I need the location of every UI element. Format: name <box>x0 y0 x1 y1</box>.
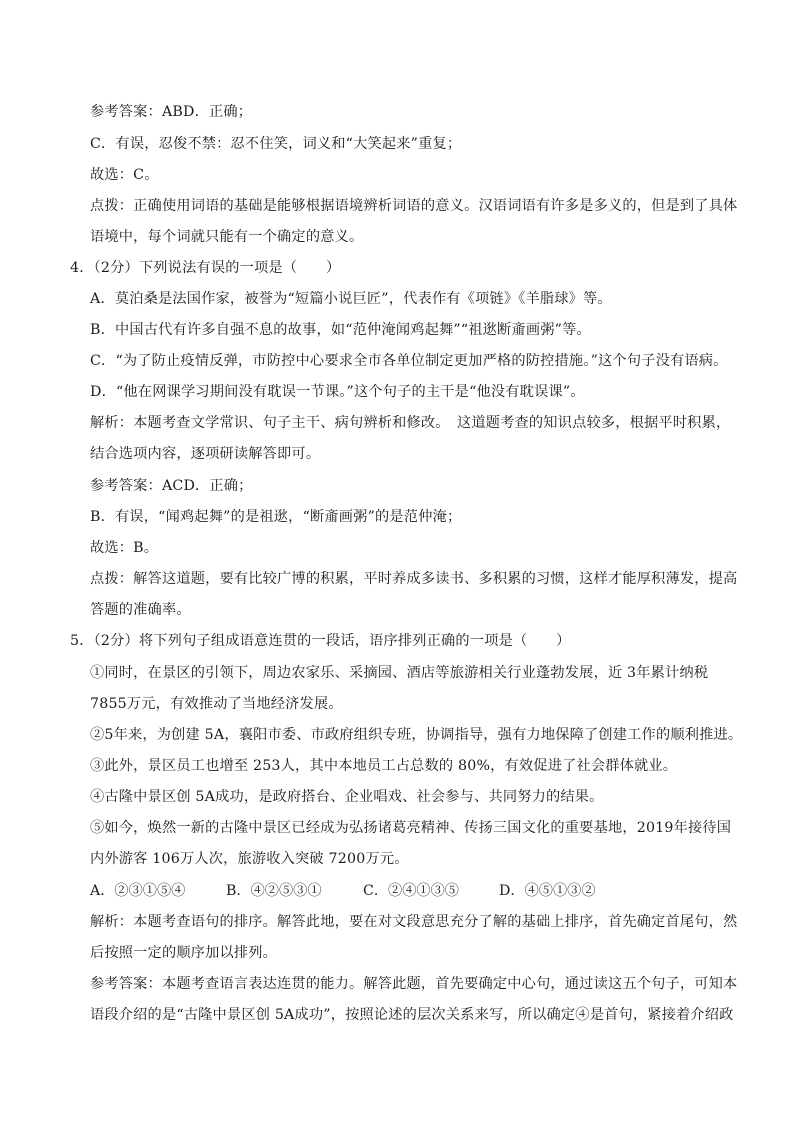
q5-option-d: D．④⑤①③② <box>499 883 596 899</box>
q5-sentence-1-line-1: ①同时，在景区的引领下，周边农家乐、采摘园、酒店等旅游相关行业蓬勃发展，近 3年累计纳税 <box>90 665 709 681</box>
q5-answer-line-1: 参考答案：本题考查语言表达连贯的能力。解答此题，首先要确定中心句，通过读这五个句子，可知本 <box>90 976 738 992</box>
q5-analysis-line-2: 后按照一定的顺序加以排列。 <box>90 945 278 961</box>
q4-option-b: B．中国古代有许多自强不息的故事，如“范仲淹闻鸡起舞”“祖逖断齑画粥”等。 <box>90 322 591 338</box>
q3-tip-line-1: 点拨：正确使用词语的基础是能够根据语境辨析词语的意义。汉语词语有许多是多义的，但是到了具体 <box>90 198 738 214</box>
q3-choice: 故选：C。 <box>90 167 159 183</box>
q4-tip-line-2: 答题的准确率。 <box>90 602 191 618</box>
q5-sentence-5-line-1: ⑤如今，焕然一新的古隆中景区已经成为弘扬诸葛亮精神、传扬三国文化的重要基地，2019年接待国 <box>90 820 732 836</box>
q5-option-c: C．②④①③⑤ <box>363 883 459 899</box>
q5-sentence-3: ③此外，景区员工也增至 253人，其中本地员工占总数的 80%，有效促进了社会群体就业。 <box>90 758 678 774</box>
q4-analysis-line-2: 结合选项内容，逐项研读解答即可。 <box>90 446 321 462</box>
q5-sentence-4: ④古隆中景区创 5A成功，是政府搭台、企业唱戏、社会参与、共同努力的结果。 <box>90 789 604 805</box>
q4-option-c: C．“为了防止疫情反弹，市防控中心要求全市各单位制定更加严格的防控措施。”这个句子没有语病。 <box>90 353 728 369</box>
q5-option-a: A．②③①⑤④ <box>90 883 186 899</box>
q3-tip-line-2: 语境中，每个词就只能有一个确定的意义。 <box>90 229 364 245</box>
q4-stem: 4．（2分）下列说法有误的一项是（ ） <box>70 260 341 276</box>
q5-answer-line-2: 语段介绍的是“古隆中景区创 5A成功”，按照论述的层次关系来写，所以确定④是首句，紧接着介绍政 <box>90 1007 734 1023</box>
q3-answer: 参考答案：ABD．正确； <box>90 104 253 120</box>
q4-tip-line-1: 点拨：解答这道题，要有比较广博的积累，平时养成多读书、多积累的习惯，这样才能厚积薄发，提高 <box>90 571 738 587</box>
q3-option-c-note: C．有误，忍俊不禁：忍不住笑，词义和“大笑起来”重复； <box>90 136 462 152</box>
q4-option-b-note: B．有误，“闻鸡起舞”的是祖逖，“断齑画粥”的是范仲淹； <box>90 509 462 525</box>
q5-analysis-line-1: 解析：本题考查语句的排序。解答此地，要在对文段意思充分了解的基础上排序，首先确定首尾句，然 <box>90 914 738 930</box>
q4-analysis-line-1: 解析：本题考查文学常识、句子主干、病句辨析和修改。 这道题考查的知识点较多，根据平时积累， <box>90 415 731 431</box>
q5-sentence-5-line-2: 内外游客 106万人次，旅游收入突破 7200万元。 <box>90 851 409 867</box>
q4-choice: 故选：B。 <box>90 540 159 556</box>
q4-option-d: D．“他在网课学习期间没有耽误一节课。”这个句子的主干是“他没有耽误课”。 <box>90 384 585 400</box>
q5-sentence-1-line-2: 7855万元，有效推动了当地经济发展。 <box>90 696 343 712</box>
q5-option-b: B．④②⑤③① <box>226 883 322 899</box>
q5-stem: 5．（2分）将下列句子组成语意连贯的一段话，语序排列正确的一项是（ ） <box>70 633 571 649</box>
q4-answer: 参考答案：ACD．正确； <box>90 478 253 494</box>
q5-sentence-2: ②5年来，为创建 5A，襄阳市委、市政府组织专班，协调指导，强有力地保障了创建工作的顺利推进。 <box>90 727 743 743</box>
q4-option-a: A．莫泊桑是法国作家，被誉为“短篇小说巨匠”，代表作有《项链》《羊脂球》等。 <box>90 291 612 307</box>
